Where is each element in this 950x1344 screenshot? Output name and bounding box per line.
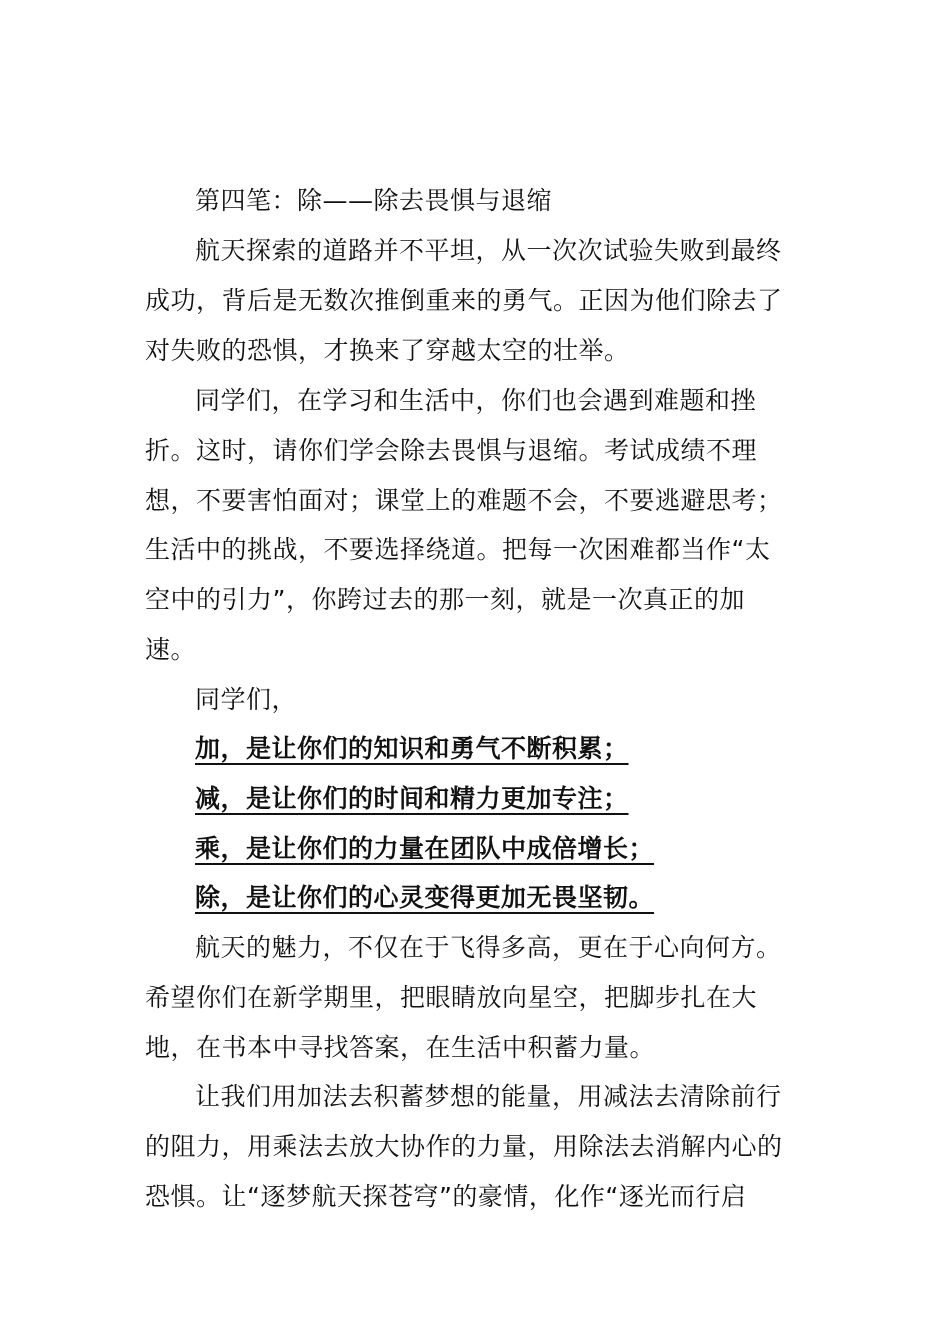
paragraph-line: 成功，背后是无数次推倒重来的勇气。正因为他们除去了 — [145, 286, 783, 315]
summary-line-divide: 除，是让你们的心灵变得更加无畏坚韧。 — [195, 883, 655, 912]
paragraph-line: 希望你们在新学期里，把眼睛放向星空，把脚步扎在大 — [145, 983, 758, 1012]
paragraph-line: 同学们，在学习和生活中，你们也会遇到难题和挫 — [195, 386, 757, 415]
section-heading: 第四笔：除——除去畏惧与退缩 — [195, 186, 553, 215]
paragraph-line: 地，在书本中寻找答案，在生活中积蓄力量。 — [145, 1033, 656, 1062]
summary-line-subtract: 减，是让你们的时间和精力更加专注； — [195, 784, 629, 813]
paragraph-line: 速。 — [145, 635, 197, 664]
paragraph-line: 的阻力，用乘法去放大协作的力量，用除法去消解内心的 — [145, 1132, 783, 1161]
paragraph-line: 空中的引力”，你跨过去的那一刻，就是一次真正的加 — [145, 585, 745, 614]
paragraph-line: 让我们用加法去积蓄梦想的能量，用减法去清除前行 — [195, 1082, 782, 1111]
address-line: 同学们， — [195, 685, 298, 714]
paragraph-line: 航天探索的道路并不平坦，从一次次试验失败到最终 — [195, 236, 782, 265]
summary-line-multiply: 乘，是让你们的力量在团队中成倍增长； — [195, 834, 655, 863]
paragraph-line: 对失败的恐惧，才换来了穿越太空的壮举。 — [145, 336, 630, 365]
paragraph-line: 航天的魅力，不仅在于飞得多高，更在于心向何方。 — [195, 933, 782, 962]
paragraph-line: 生活中的挑战，不要选择绕道。把每一次困难都当作“太 — [145, 535, 771, 564]
paragraph-line: 想，不要害怕面对；课堂上的难题不会，不要逃避思考； — [145, 486, 783, 515]
paragraph-line: 折。这时，请你们学会除去畏惧与退缩。考试成绩不理 — [145, 436, 758, 465]
summary-line-add: 加，是让你们的知识和勇气不断积累； — [195, 734, 629, 763]
paragraph-line: 恐惧。让“逐梦航天探苍穹”的豪情，化作“逐光而行启 — [145, 1182, 747, 1211]
